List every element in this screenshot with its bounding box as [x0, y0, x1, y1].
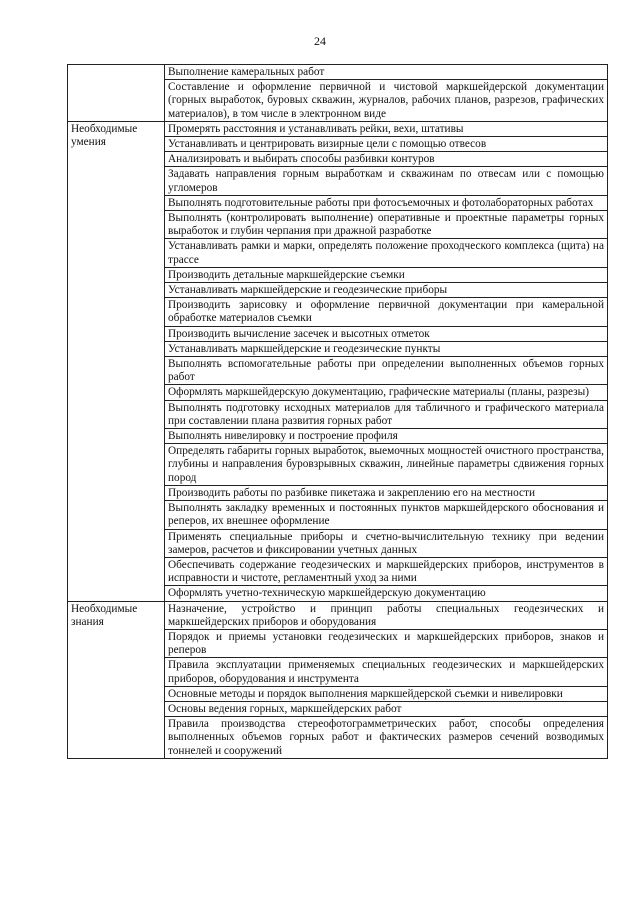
table-cell-item: Выполнение камеральных работ [165, 65, 608, 80]
table-cell-item: Устанавливать и центрировать визирные цели с помощью отвесов [165, 137, 608, 152]
requirements-table [67, 64, 608, 759]
table-cell-item: Производить вычисление засечек и высотных отметок [165, 326, 608, 341]
section-label: Необходимые умения [68, 121, 165, 601]
table-cell-item: Выполнять нивелировку и построение профиля [165, 429, 608, 444]
table-row [68, 65, 608, 80]
table-cell-item: Оформлять маркшейдерскую документацию, графические материалы (планы, разрезы) [165, 385, 608, 400]
table-cell-item: Производить зарисовку и оформление первичной документации при камеральной обработке материалов съемки [165, 298, 608, 326]
table-cell-item: Промерять расстояния и устанавливать рейки, вехи, штативы [165, 121, 608, 136]
table-cell-item: Оформлять учетно-техническую маркшейдерскую документацию [165, 586, 608, 601]
table-cell-item: Устанавливать маркшейдерские и геодезические пункты [165, 341, 608, 356]
table-cell-item: Обеспечивать содержание геодезических и маркшейдерских приборов, инструментов в исправности и чистоте, регламентный уход за ними [165, 557, 608, 585]
table-cell-item: Порядок и приемы установки геодезических и маркшейдерских приборов, знаков и реперов [165, 629, 608, 657]
table-cell-item: Производить работы по разбивке пикетажа и закреплению его на местности [165, 485, 608, 500]
table-cell-item: Выполнять подготовку исходных материалов для табличного и графического материала при составлении плана развития горных работ [165, 400, 608, 428]
page-number: 24 [314, 34, 326, 48]
table-cell-item: Анализировать и выбирать способы разбивки контуров [165, 152, 608, 167]
table-cell-item: Применять специальные приборы и счетно-вычислительную технику при ведении замеров, расчетов и фиксировании учетных данных [165, 529, 608, 557]
table-cell-item: Выполнять вспомогательные работы при определении выполненных объемов горных работ [165, 357, 608, 385]
table-cell-item: Выполнять (контролировать выполнение) оперативные и проектные параметры горных выработок и глубин черпания при дражной разработке [165, 211, 608, 239]
section-label [68, 65, 165, 122]
table-cell-item: Устанавливать рамки и марки, определять положение проходческого комплекса (щита) на трассе [165, 239, 608, 267]
table-cell-item: Назначение, устройство и принцип работы специальных геодезических и маркшейдерских приборов и оборудования [165, 601, 608, 629]
table-cell-item: Производить детальные маркшейдерские съемки [165, 267, 608, 282]
table-cell-item: Правила эксплуатации применяемых специальных геодезических и маркшейдерских приборов, оборудования и инструмента [165, 658, 608, 686]
table-cell-item: Основы ведения горных, маркшейдерских работ [165, 701, 608, 716]
table-cell-item: Устанавливать маркшейдерские и геодезические приборы [165, 283, 608, 298]
table-cell-item: Правила производства стереофотограмметрических работ, способы определения выполненных объемов горных работ и фактических размеров сечений возводимых тоннелей и сооружений [165, 717, 608, 759]
table-cell-item: Основные методы и порядок выполнения маркшейдерской съемки и нивелировки [165, 686, 608, 701]
table-cell-item: Выполнять закладку временных и постоянных пунктов маркшейдерского обоснования и реперов, их внешнее оформление [165, 501, 608, 529]
table-cell-item: Определять габариты горных выработок, выемочных мощностей очистного пространства, глубины и направления буровзрывных скважин, линейные параметры сдвижения горных пород [165, 444, 608, 486]
table-cell-item: Составление и оформление первичной и чистовой маркшейдерской документации (горных выработок, буровых скважин, журналов, рабочих планов, разрезов, графических материалов), в том числе в электронном виде [165, 80, 608, 122]
table-row [68, 121, 608, 136]
table-cell-item: Выполнять подготовительные работы при фотосъемочных и фотолабораторных работах [165, 195, 608, 210]
table-cell-item: Задавать направления горным выработкам и скважинам по отвесам или с помощью угломеров [165, 167, 608, 195]
section-label: Необходимые знания [68, 601, 165, 758]
table-row [68, 601, 608, 629]
